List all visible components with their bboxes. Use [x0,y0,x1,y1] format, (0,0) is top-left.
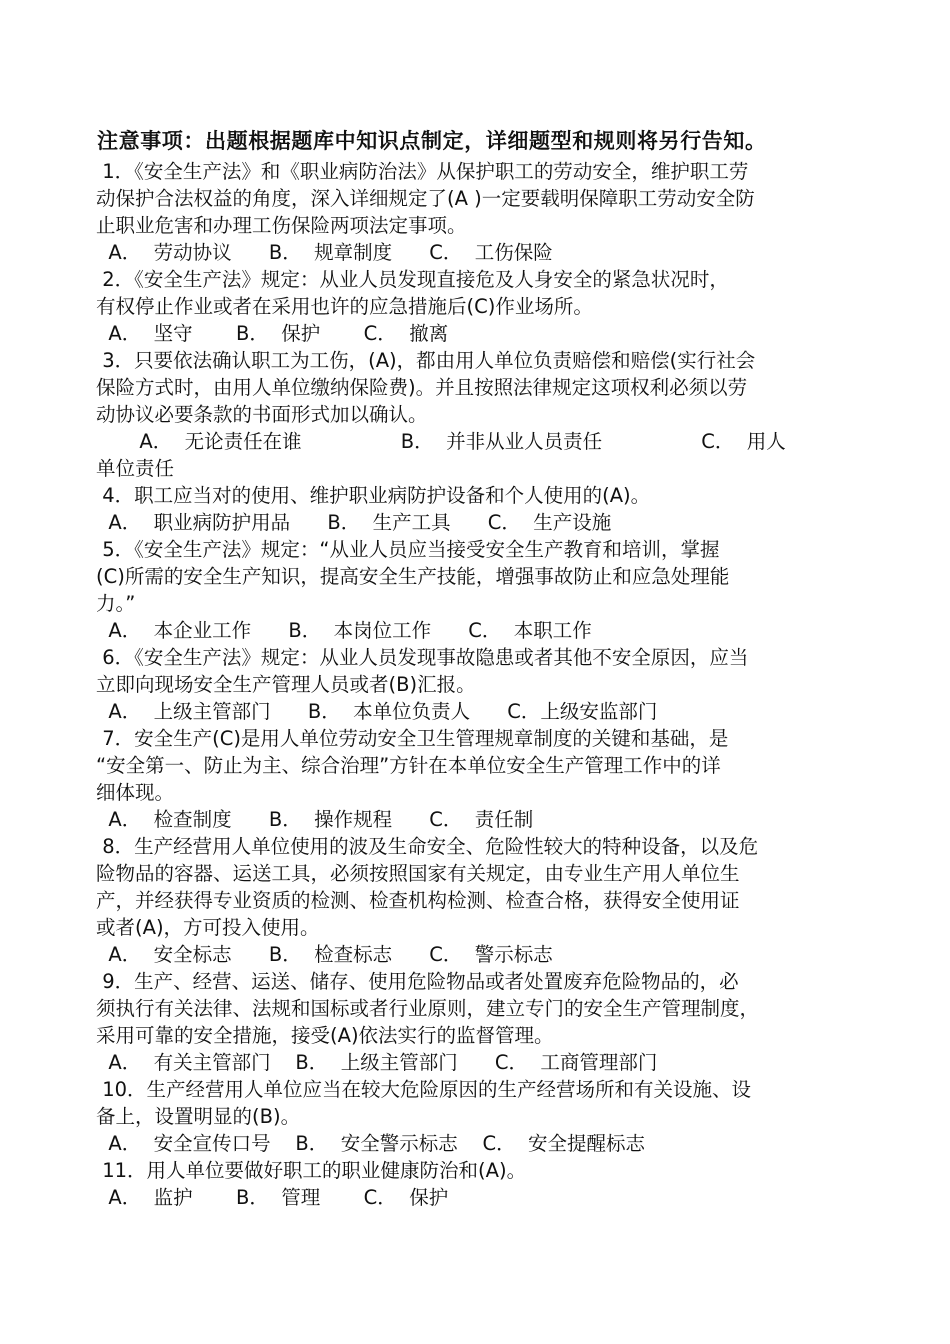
text-line: 11．用人单位要做好职工的职业健康防治和(A)。 [96,1159,527,1182]
text-line: A． 坚守 B． 保护 C． 撤离 [96,322,449,345]
text-line: 7．安全生产(C)是用人单位劳动安全卫生管理规章制度的关键和基础，是 [96,727,729,750]
text-line: 5．《安全生产法》规定：“从业人员应当接受安全生产教育和培训，掌握 [96,538,720,561]
text-line: 动保护合法权益的角度，深入详细规定了(A )一定要载明保障职工劳动安全防 [96,187,755,210]
text-line: 或者(A)，方可投入使用。 [96,916,320,939]
text-line: 3．只要依法确认职工为工伤，(A)，都由用人单位负责赔偿和赔偿(实行社会 [96,349,756,372]
text-line: 细体现。 [96,781,175,804]
text-line: A． 监护 B． 管理 C． 保护 [96,1186,449,1209]
text-line: A． 上级主管部门 B． 本单位负责人 C．上级安监部门 [96,700,658,723]
text-line: “安全第一、防止为主、综合治理”方针在本单位安全生产管理工作中的详 [96,754,721,777]
text-line: A． 有关主管部门 B． 上级主管部门 C． 工商管理部门 [96,1051,658,1074]
text-line: 4．职工应当对的使用、维护职业病防护设备和个人使用的(A)。 [96,484,651,507]
text-line: A． 职业病防护用品 B． 生产工具 C． 生产设施 [96,511,612,534]
text-line: 10．生产经营用人单位应当在较大危险原因的生产经营场所和有关设施、设 [96,1078,752,1101]
text-line: 1．《安全生产法》和《职业病防治法》从保护职工的劳动安全，维护职工劳 [96,160,749,183]
text-line: A． 无论责任在谁 B． 并非从业人员责任 C． 用人 [96,430,786,453]
text-line: A． 安全标志 B． 检查标志 C． 警示标志 [96,943,553,966]
text-line: A． 劳动协议 B． 规章制度 C． 工伤保险 [96,241,553,264]
notice-heading: 注意事项：出题根据题库中知识点制定，详细题型和规则将另行告知。 [97,129,767,153]
text-line: 产，并经获得专业资质的检测、检查机构检测、检查合格，获得安全使用证 [96,889,740,912]
text-line: 采用可靠的安全措施，接受(A)依法实行的监督管理。 [96,1024,554,1047]
text-line: A． 本企业工作 B． 本岗位工作 C． 本职工作 [96,619,592,642]
text-line: 9．生产、经营、运送、储存、使用危险物品或者处置废弃危险物品的，必 [96,970,739,993]
text-line: 保险方式时，由用人单位缴纳保险费)。并且按照法律规定这项权利必须以劳 [96,376,748,399]
text-line: 动协议必要条款的书面形式加以确认。 [96,403,428,426]
text-line: 8．生产经营用人单位使用的波及生命安全、危险性较大的特种设备，以及危 [96,835,759,858]
text-line: 险物品的容器、运送工具，必须按照国家有关规定，由专业生产用人单位生 [96,862,740,885]
text-line: 备上，设置明显的(B)。 [96,1105,301,1128]
text-line: 立即向现场安全生产管理人员或者(B)汇报。 [96,673,476,696]
text-line: 须执行有关法律、法规和国标或者行业原则，建立专门的安全生产管理制度， [96,997,760,1020]
text-line: 有权停止作业或者在采用也许的应急措施后(C)作业场所。 [96,295,593,318]
text-line: 单位责任 [96,457,175,480]
text-line: 力。” [96,592,136,615]
text-line: A． 检查制度 B． 操作规程 C． 责任制 [96,808,534,831]
text-line: 6．《安全生产法》规定：从业人员发现事故隐患或者其他不安全原因，应当 [96,646,749,669]
text-line: 止职业危害和办理工伤保险两项法定事项。 [96,214,467,237]
text-line: (C)所需的安全生产知识，提高安全生产技能，增强事故防止和应急处理能 [96,565,730,588]
text-line: A． 安全宣传口号 B． 安全警示标志 C． 安全提醒标志 [96,1132,646,1155]
text-line: 2．《安全生产法》规定：从业人员发现直接危及人身安全的紧急状况时， [96,268,729,291]
question-text [96,158,866,1211]
